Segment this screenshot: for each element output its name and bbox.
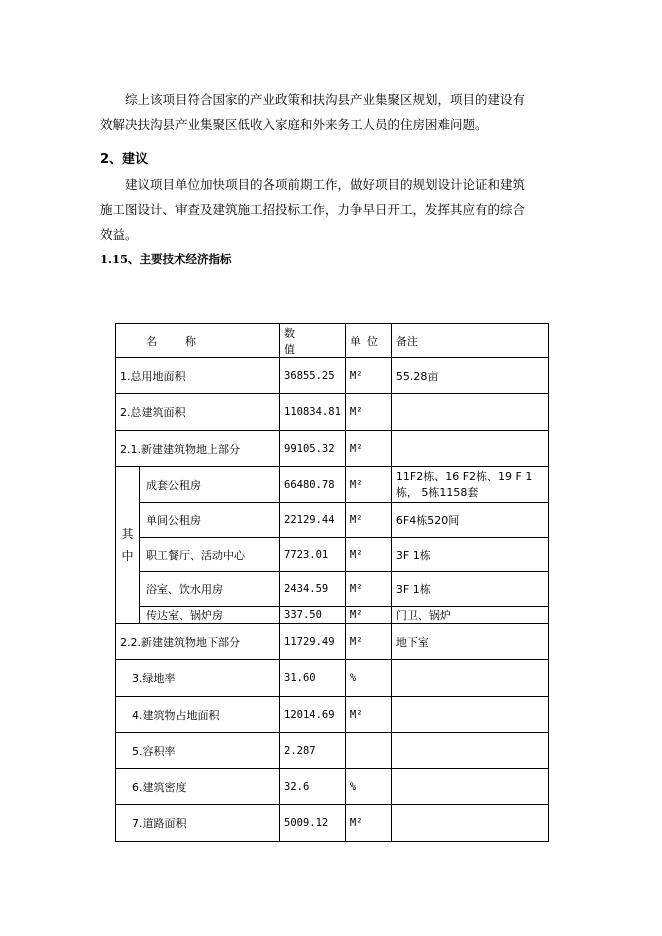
row-value: 337.50 [280, 607, 346, 624]
row-note [391, 431, 548, 467]
row-name: 2.2.新建建筑物地下部分 [116, 624, 280, 660]
row-unit: M² [345, 538, 391, 572]
table-row [116, 431, 549, 467]
row-unit: M² [345, 805, 391, 842]
table-row [116, 733, 549, 769]
row-value: 11729.49 [280, 624, 346, 660]
row-value: 110834.81 [280, 394, 346, 431]
table-row [116, 769, 549, 805]
row-value: 99105.32 [280, 431, 346, 467]
summary-line-2: 效解决扶沟县产业集聚区低收入家庭和外来务工人员的住房困难问题。 [100, 117, 488, 132]
row-unit: % [345, 660, 391, 697]
header-note: 备注 [391, 324, 548, 358]
row-name: 7.道路面积 [116, 805, 280, 842]
row-note: 门卫、锅炉 [391, 607, 548, 624]
section-title-indicators: 1.15、主要技术经济指标 [100, 252, 232, 266]
row-unit: M² [345, 394, 391, 431]
row-note: 11F2栋、16 F2栋、19 F 1栋， 5栋1158套 [391, 467, 548, 503]
row-value: 7723.01 [280, 538, 346, 572]
row-unit: M² [345, 624, 391, 660]
row-note [391, 805, 548, 842]
suggestion-line-3: 效益。 [100, 227, 138, 242]
summary-paragraph [100, 87, 558, 137]
row-name: 2.1.新建建筑物地上部分 [116, 431, 280, 467]
row-name: 6.建筑密度 [116, 769, 280, 805]
suggestion-line-1: 建议项目单位加快项目的各项前期工作，做好项目的规划设计论证和建筑 [125, 177, 526, 192]
row-value: 31.60 [280, 660, 346, 697]
row-note: 3F 1栋 [391, 538, 548, 572]
row-value: 2.287 [280, 733, 346, 769]
row-note: 3F 1栋 [391, 572, 548, 607]
row-name: 3.绿地率 [116, 660, 280, 697]
row-unit: % [345, 769, 391, 805]
table-header-row [116, 324, 549, 358]
summary-line-1: 综上该项目符合国家的产业政策和扶沟县产业集聚区规划，项目的建设有 [125, 92, 526, 107]
row-note [391, 394, 548, 431]
row-name: 2.总建筑面积 [116, 394, 280, 431]
table-row [116, 358, 549, 394]
header-unit: 单位 [345, 324, 391, 358]
table-row [116, 572, 549, 607]
row-unit: M² [345, 697, 391, 733]
row-note: 地下室 [391, 624, 548, 660]
row-value: 12014.69 [280, 697, 346, 733]
row-value: 66480.78 [280, 467, 346, 503]
row-unit: M² [345, 467, 391, 503]
row-name: 5.容积率 [116, 733, 280, 769]
row-name: 单间公租房 [140, 503, 280, 538]
row-note [391, 733, 548, 769]
row-name: 传达室、锅炉房 [140, 607, 280, 624]
table-row [116, 607, 549, 624]
indicators-table [115, 323, 549, 842]
header-name: 名称 [116, 324, 280, 358]
suggestion-paragraph [100, 172, 558, 247]
table-row [116, 805, 549, 842]
row-unit: M² [345, 431, 391, 467]
row-note: 55.28亩 [391, 358, 548, 394]
table-row [116, 624, 549, 660]
row-value: 5009.12 [280, 805, 346, 842]
table-row [116, 538, 549, 572]
row-name: 成套公租房 [140, 467, 280, 503]
row-note [391, 660, 548, 697]
row-value: 36855.25 [280, 358, 346, 394]
row-unit: M² [345, 572, 391, 607]
table-row [116, 467, 549, 503]
table-row [116, 503, 549, 538]
header-value: 数值 [280, 324, 346, 358]
row-name: 浴室、饮水用房 [140, 572, 280, 607]
table-row [116, 697, 549, 733]
row-value: 2434.59 [280, 572, 346, 607]
row-value: 32.6 [280, 769, 346, 805]
row-unit: M² [345, 503, 391, 538]
row-note [391, 697, 548, 733]
row-name: 4.建筑物占地面积 [116, 697, 280, 733]
table-row [116, 394, 549, 431]
row-note [391, 769, 548, 805]
suggestion-line-2: 施工图设计、审查及建筑施工招投标工作，力争早日开工，发挥其应有的综合 [100, 202, 526, 217]
section-heading-suggestion: 2、建议 [100, 152, 149, 167]
row-unit: M² [345, 607, 391, 624]
row-name: 职工餐厅、活动中心 [140, 538, 280, 572]
row-unit: M² [345, 358, 391, 394]
table-row [116, 660, 549, 697]
row-note: 6F4栋520间 [391, 503, 548, 538]
row-value: 22129.44 [280, 503, 346, 538]
group-label-qizhong: 其中 [116, 467, 140, 624]
row-unit [345, 733, 391, 769]
row-name: 1.总用地面积 [116, 358, 280, 394]
